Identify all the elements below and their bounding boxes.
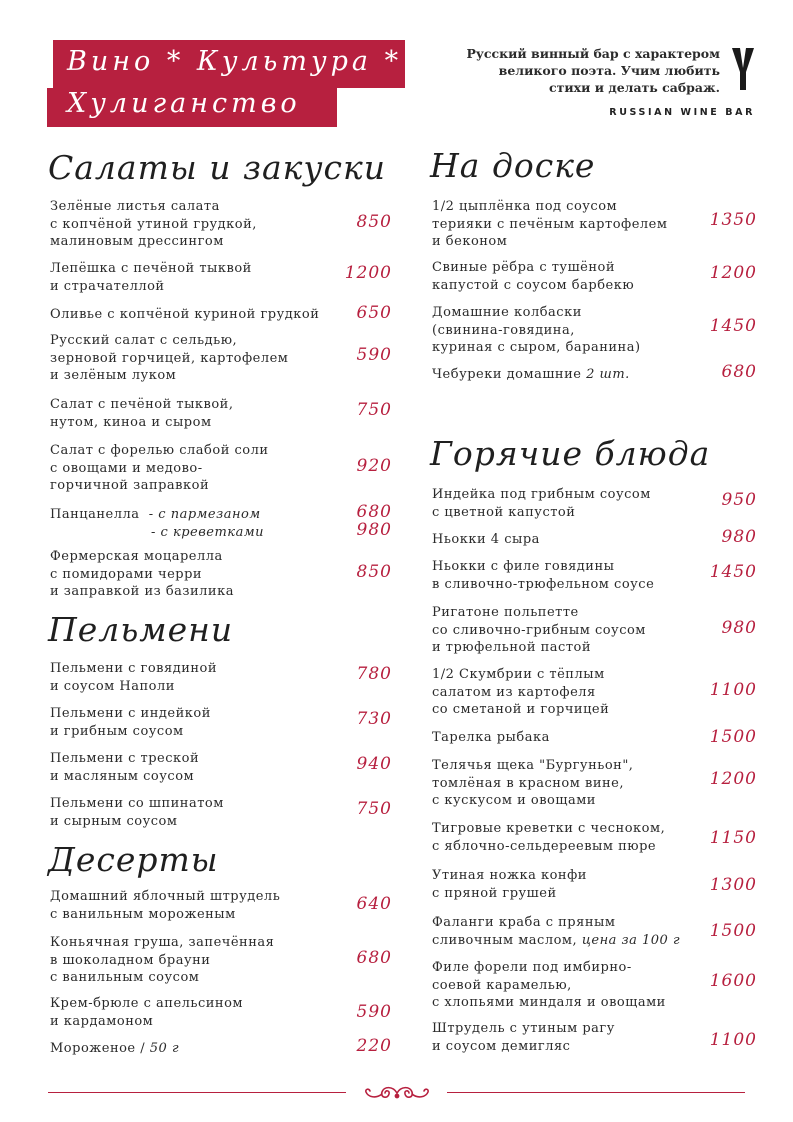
price: 680: [356, 948, 392, 968]
price: 730: [356, 709, 392, 729]
price: 780: [356, 664, 392, 684]
menu-item-green-salad: Зелёные листья салата с копчёной утиной грудкой, малиновым дрессингом 850: [50, 199, 392, 250]
menu-item-panzanella: Панцанелла - с пармезаном - с креветками 680 980: [50, 502, 392, 540]
section-title-desserts: Десерты: [48, 840, 219, 879]
menu-item-ice-cream: Мороженое / 50 г 220: [50, 1036, 392, 1056]
menu-item-creme-brulee: Крем-брюле с апельсином и кардамоном 590: [50, 996, 392, 1029]
menu-item-herring-salad: Русский салат с сельдью, зерновой горчицей, картофелем и зелёным луком 590: [50, 333, 392, 384]
menu-item-gnocchi-beef: Ньокки с филе говядины в сливочно-трюфельном соусе 1450: [432, 559, 757, 592]
section-title-hot: Горячие блюда: [430, 434, 711, 473]
price: 980: [356, 520, 392, 540]
menu-item-turkey-dumplings: Пельмени с индейкой и грибным соусом 730: [50, 706, 392, 739]
tagline-line: стихи и делать сабраж.: [549, 80, 720, 95]
menu-item-turkey: Индейка под грибным соусом с цветной капустой 950: [432, 487, 757, 520]
wine-glass-y-icon: [731, 46, 755, 92]
menu-item-half-chicken: 1/2 цыплёнка под соусом терияки с печёным картофелем и беконом 1350: [432, 199, 757, 250]
price: 850: [356, 562, 392, 582]
price: 1350: [709, 210, 757, 230]
menu-item-duck-strudel: Штрудель с утиным рагу и соусом демигляс 1100: [432, 1021, 757, 1054]
price: 950: [721, 490, 757, 510]
section-title-salads: Салаты и закуски: [48, 148, 386, 187]
menu-item-mozzarella: Фермерская моцарелла с помидорами черри и заправкой из базилика 850: [50, 549, 392, 600]
price: 1200: [709, 769, 757, 789]
price: 750: [356, 799, 392, 819]
menu-item-pork-ribs: Свиные рёбра с тушёной капустой с соусом барбекю 1200: [432, 260, 757, 293]
tagline-line: великого поэта. Учим любить: [498, 63, 720, 78]
section-title-board: На доске: [430, 146, 596, 185]
footer-divider-right: [447, 1092, 745, 1093]
price: 980: [721, 527, 757, 547]
menu-item-chebureki: Чебуреки домашние 2 шт. 680: [432, 362, 757, 382]
banner-line-1: Вино * Культура *: [53, 40, 405, 88]
menu-item-crab-phalanges: Фаланги краба с пряным сливочным маслом, цена за 100 г 1500: [432, 915, 757, 948]
menu-item-strudel: Домашний яблочный штрудель с ванильным мороженым 640: [50, 889, 392, 922]
price: 1100: [709, 680, 757, 700]
price: 920: [356, 456, 392, 476]
price: 1450: [709, 316, 757, 336]
price: 1450: [709, 562, 757, 582]
price: 1150: [709, 828, 757, 848]
menu-item-duck-confit: Утиная ножка конфи с пряной грушей 1300: [432, 868, 757, 901]
price: 1100: [709, 1030, 757, 1050]
menu-item-cognac-pear: Коньячная груша, запечённая в шоколадном брауни с ванильным соусом 680: [50, 935, 392, 986]
section-title-dumplings: Пельмени: [48, 610, 234, 649]
price: 980: [721, 618, 757, 638]
price: 1500: [709, 727, 757, 747]
menu-item-tiger-prawns: Тигровые креветки с чесноком, с яблочно-сельдереевым пюре 1150: [432, 821, 757, 854]
price: 650: [356, 303, 392, 323]
menu-item-fisherman-plate: Тарелка рыбака 1500: [432, 727, 757, 747]
menu-item-spinach-dumplings: Пельмени со шпинатом и сырным соусом 750: [50, 796, 392, 829]
price: 640: [356, 894, 392, 914]
price: 1600: [709, 971, 757, 991]
price: 590: [356, 345, 392, 365]
menu-item-sausages: Домашние колбаски (свинина-говядина, куриная с сыром, баранина) 1450: [432, 305, 757, 356]
scroll-ornament-icon: [360, 1082, 434, 1104]
price: 680: [721, 362, 757, 382]
price: 220: [356, 1036, 392, 1056]
menu-item-trout-fillet: Филе форели под имбирно- соевой карамелью, с хлопьями миндаля и овощами 1600: [432, 960, 757, 1011]
price: 1200: [709, 263, 757, 283]
price: 590: [356, 1002, 392, 1022]
banner-line-2: Хулиганство: [47, 88, 337, 127]
menu-item-olivier: Оливье с копчёной куриной грудкой 650: [50, 303, 392, 323]
menu-item-veal-cheek: Телячья щека "Бургуньон", томлёная в красном вине, с кускусом и овощами 1200: [432, 758, 757, 809]
menu-item-pumpkin-flatbread: Лепёшка с печёной тыквой и страчателлой 1200: [50, 261, 392, 294]
footer-divider-left: [48, 1092, 346, 1093]
menu-item-mackerel: 1/2 Скумбрии с тёплым салатом из картофеля со сметаной и горчицей 1100: [432, 667, 757, 718]
tagline: [430, 45, 720, 96]
menu-item-gnocchi-4-cheese: Ньокки 4 сыра 980: [432, 527, 757, 547]
price: 1500: [709, 921, 757, 941]
price: 750: [356, 400, 392, 420]
price: 680: [356, 502, 392, 522]
price: 940: [356, 754, 392, 774]
tagline-line: Русский винный бар с характером: [466, 46, 720, 61]
price: 850: [356, 212, 392, 232]
menu-item-trout-salad: Салат с форелью слабой соли с овощами и медово- горчичной заправкой 920: [50, 443, 392, 494]
price: 1200: [344, 263, 392, 283]
brand-label: RUSSIAN WINE BAR: [609, 107, 755, 118]
menu-item-cod-dumplings: Пельмени с треской и масляным соусом 940: [50, 751, 392, 784]
menu-item-rigatoni: Ригатоне польпетте со сливочно-грибным соусом и трюфельной пастой 980: [432, 605, 757, 656]
menu-item-pumpkin-salad: Салат с печёной тыквой, нутом, киноа и сыром 750: [50, 397, 392, 430]
menu-item-beef-dumplings: Пельмени с говядиной и соусом Наполи 780: [50, 661, 392, 694]
price: 1300: [709, 875, 757, 895]
